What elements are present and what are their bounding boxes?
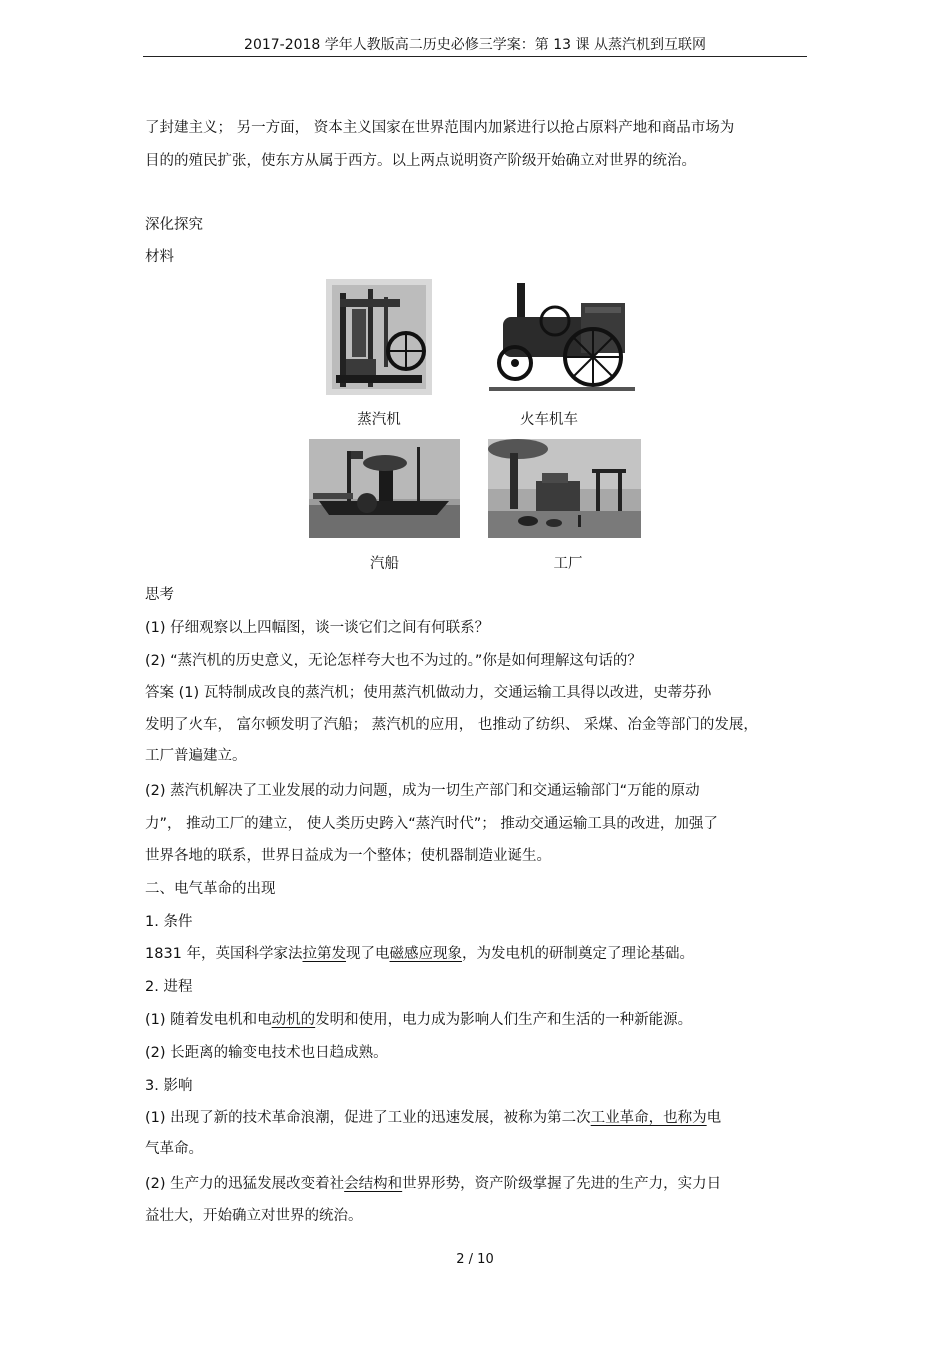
steam-engine-photo — [326, 279, 432, 395]
text-span: (2) 生产力的迅猛发展改变着社 — [145, 1176, 345, 1192]
caption-steam-engine: 蒸汽机 — [357, 412, 401, 428]
answer-2-line-2: 力”， 推动工厂的建立， 使人类历史跨入“蒸汽时代”； 推动交通运输工具的改进，加强了 — [145, 816, 718, 832]
caption-locomotive: 火车机车 — [520, 412, 578, 428]
think-heading: 思考 — [145, 587, 174, 603]
text-span: 现了电 — [346, 946, 390, 962]
underlined-text: 动机的 — [271, 1012, 316, 1028]
answer-1-line-1: 答案 (1) 瓦特制成改良的蒸汽机；使用蒸汽机做动力，交通运输工具得以改进，史蒂芬孙 — [145, 685, 712, 701]
underlined-text: 会结构和 — [344, 1176, 403, 1192]
impact-heading: 3. 影响 — [145, 1078, 193, 1094]
steamship-photo — [309, 439, 460, 538]
answer-2-line-3: 世界各地的联系，世界日益成为一个整体；使机器制造业诞生。 — [145, 848, 551, 864]
answer-1-line-3: 工厂普遍建立。 — [145, 748, 247, 764]
section-2-title: 二、电气革命的出现 — [145, 881, 276, 897]
underlined-text: 拉第发 — [302, 946, 347, 962]
caption-factory: 工厂 — [553, 556, 583, 572]
page-number: 2 / 10 — [456, 1252, 494, 1267]
process-item-1 — [145, 1010, 692, 1030]
text-span: 世界形势，资产阶级掌握了先进的生产力，实力日 — [402, 1176, 722, 1192]
answer-2-line-1: (2) 蒸汽机解决了工业发展的动力问题，成为一切生产部门和交通运输部门“万能的原动 — [145, 783, 700, 799]
text-span: 电 — [706, 1110, 722, 1126]
process-heading: 2. 进程 — [145, 979, 193, 995]
condition-heading: 1. 条件 — [145, 914, 193, 930]
text-span: 1831 年，英国科学家法 — [145, 946, 303, 962]
answer-1-line-2: 发明了火车， 富尔顿发明了汽船； 蒸汽机的应用， 也推动了纺织、 采煤、冶金等部门的发展， — [145, 717, 758, 733]
text-span: 发明和使用，电力成为影响人们生产和生活的一种新能源。 — [315, 1012, 693, 1028]
factory-photo — [488, 439, 641, 538]
locomotive-photo — [489, 279, 635, 395]
underlined-text: 磁感应现象 — [389, 946, 463, 962]
impact-item-2-line-1 — [145, 1174, 721, 1194]
process-item-2: (2) 长距离的输变电技术也日趋成熟。 — [145, 1045, 388, 1061]
question-1: (1) 仔细观察以上四幅图，谈一谈它们之间有何联系？ — [145, 620, 490, 636]
text-span: (1) 出现了新的技术革命浪潮，促进了工业的迅速发展，被称为第二次 — [145, 1110, 591, 1126]
impact-item-1-line-1 — [145, 1108, 721, 1128]
impact-item-2-line-2: 益壮大，开始确立对世界的统治。 — [145, 1208, 363, 1224]
question-2: (2) “蒸汽机的历史意义，无论怎样夸大也不为过的。”你是如何理解这句话的？ — [145, 653, 642, 669]
impact-item-1-line-2: 气革命。 — [145, 1141, 203, 1157]
condition-paragraph — [145, 944, 694, 964]
material-label: 材料 — [145, 249, 174, 265]
caption-steamship: 汽船 — [370, 556, 399, 572]
explore-heading: 深化探究 — [145, 217, 203, 233]
text-span: (1) 随着发电机和电 — [145, 1012, 272, 1028]
text-span: ，为发电机的研制奠定了理论基础。 — [462, 946, 695, 962]
intro-line-2: 目的的殖民扩张，使东方从属于西方。以上两点说明资产阶级开始确立对世界的统治。 — [145, 153, 696, 169]
header-title: 2017-2018 学年人教版高二历史必修三学案：第 13 课 从蒸汽机到互联网 — [244, 37, 706, 53]
underlined-text: 工业革命，也称为 — [590, 1110, 707, 1126]
intro-line-1: 了封建主义； 另一方面， 资本主义国家在世界范围内加紧进行以抢占原料产地和商品市场为 — [145, 120, 735, 136]
page-header — [143, 34, 807, 57]
